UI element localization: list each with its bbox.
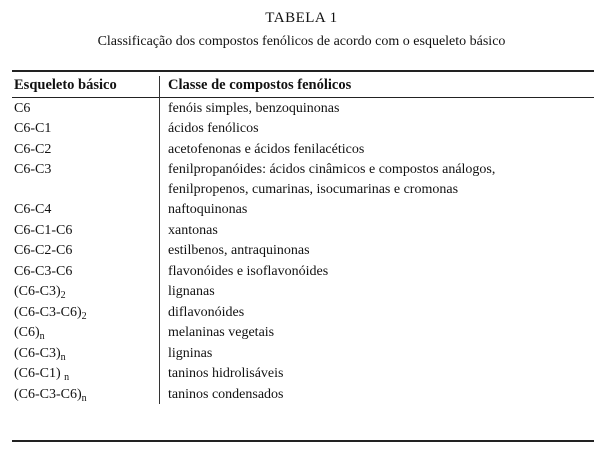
class-label: fenilpropanóides: ácidos cinâmicos e compostos análogos, <box>168 162 496 177</box>
table-row <box>12 363 594 384</box>
class-label: ácidos fenólicos <box>168 121 259 136</box>
class-cell <box>160 97 595 118</box>
class-label: xantonas <box>168 222 218 238</box>
class-label-continued: fenilpropenos, cumarinas, isocumarinas e cromonas <box>168 181 459 197</box>
class-label: melaninas vegetais <box>168 325 275 340</box>
class-cell <box>160 139 595 160</box>
class-cell <box>160 261 595 282</box>
table-row <box>12 220 594 241</box>
skeleton-label: (C6-C3) <box>14 284 61 299</box>
skeleton-cell <box>12 159 160 199</box>
skeleton-cell <box>12 220 160 241</box>
header-class: Classe de compostos fenólicos <box>160 76 595 97</box>
class-label: taninos hidrolisáveis <box>168 366 284 381</box>
table-title: TABELA 1 <box>265 10 338 26</box>
class-label: ligninas <box>168 345 213 361</box>
class-label: taninos condensados <box>168 386 284 402</box>
skeleton-label: (C6) <box>14 325 40 340</box>
class-label: lignanas <box>168 284 215 299</box>
class-label: fenóis simples, benzoquinonas <box>168 100 340 116</box>
skeleton-subscript: 2 <box>81 310 87 322</box>
class-cell <box>160 302 595 323</box>
skeleton-label: (C6-C1) <box>14 366 65 381</box>
skeleton-label: (C6-C3-C6) <box>14 386 82 402</box>
skeleton-subscript: n <box>64 372 70 383</box>
skeleton-cell <box>12 384 160 405</box>
skeleton-cell <box>12 322 160 343</box>
class-cell <box>160 118 595 139</box>
skeleton-label: (C6-C3-C6) <box>14 304 82 320</box>
skeleton-subscript: 2 <box>60 290 66 301</box>
class-label: estilbenos, antraquinonas <box>168 243 310 258</box>
class-cell <box>160 281 595 302</box>
class-cell <box>160 343 595 364</box>
top-rule <box>12 70 594 72</box>
table-row <box>12 199 594 220</box>
table-row <box>12 343 594 364</box>
skeleton-subscript: n <box>39 331 45 342</box>
class-cell <box>160 363 595 384</box>
skeleton-label: (C6-C3) <box>14 345 61 361</box>
class-cell <box>160 322 595 343</box>
class-label: diflavonóides <box>168 304 245 320</box>
skeleton-cell <box>12 199 160 220</box>
table-row <box>12 97 594 118</box>
skeleton-cell <box>12 302 160 323</box>
class-label: flavonóides e isoflavonóides <box>168 263 329 279</box>
table-row <box>12 302 594 323</box>
skeleton-subscript: n <box>60 351 66 363</box>
skeleton-cell <box>12 139 160 160</box>
table-row <box>12 281 594 302</box>
class-label: acetofenonas e ácidos fenilacéticos <box>168 141 365 157</box>
skeleton-label: C6-C2-C6 <box>14 243 73 258</box>
skeleton-cell <box>12 343 160 364</box>
class-cell <box>160 159 595 199</box>
table-row <box>12 118 594 139</box>
table-row <box>12 159 594 199</box>
table-row <box>12 384 594 405</box>
skeleton-label: C6-C1 <box>14 121 52 136</box>
skeleton-label: C6-C4 <box>14 202 52 217</box>
table-row <box>12 322 594 343</box>
bottom-rule <box>12 440 594 442</box>
skeleton-cell <box>12 281 160 302</box>
table-body <box>12 97 594 404</box>
skeleton-label: C6-C1-C6 <box>14 222 73 238</box>
class-label: naftoquinonas <box>168 202 248 217</box>
table-header-row <box>12 76 594 97</box>
skeleton-cell <box>12 97 160 118</box>
table-subtitle: Classificação dos compostos fenólicos de acordo com o esqueleto básico <box>97 34 506 49</box>
skeleton-label: C6 <box>14 100 31 116</box>
class-cell <box>160 384 595 405</box>
skeleton-label: C6-C2 <box>14 141 52 157</box>
skeleton-cell <box>12 261 160 282</box>
table-row <box>12 139 594 160</box>
header-skeleton: Esqueleto básico <box>14 77 117 93</box>
class-cell <box>160 240 595 261</box>
skeleton-cell <box>12 118 160 139</box>
skeleton-label: C6-C3 <box>14 162 52 177</box>
skeleton-cell <box>12 363 160 384</box>
phenolic-classification-table <box>12 76 594 404</box>
skeleton-cell <box>12 240 160 261</box>
table-row <box>12 261 594 282</box>
skeleton-label: C6-C3-C6 <box>14 263 73 279</box>
class-cell <box>160 199 595 220</box>
class-cell <box>160 220 595 241</box>
skeleton-subscript: n <box>81 392 87 404</box>
table-row <box>12 240 594 261</box>
